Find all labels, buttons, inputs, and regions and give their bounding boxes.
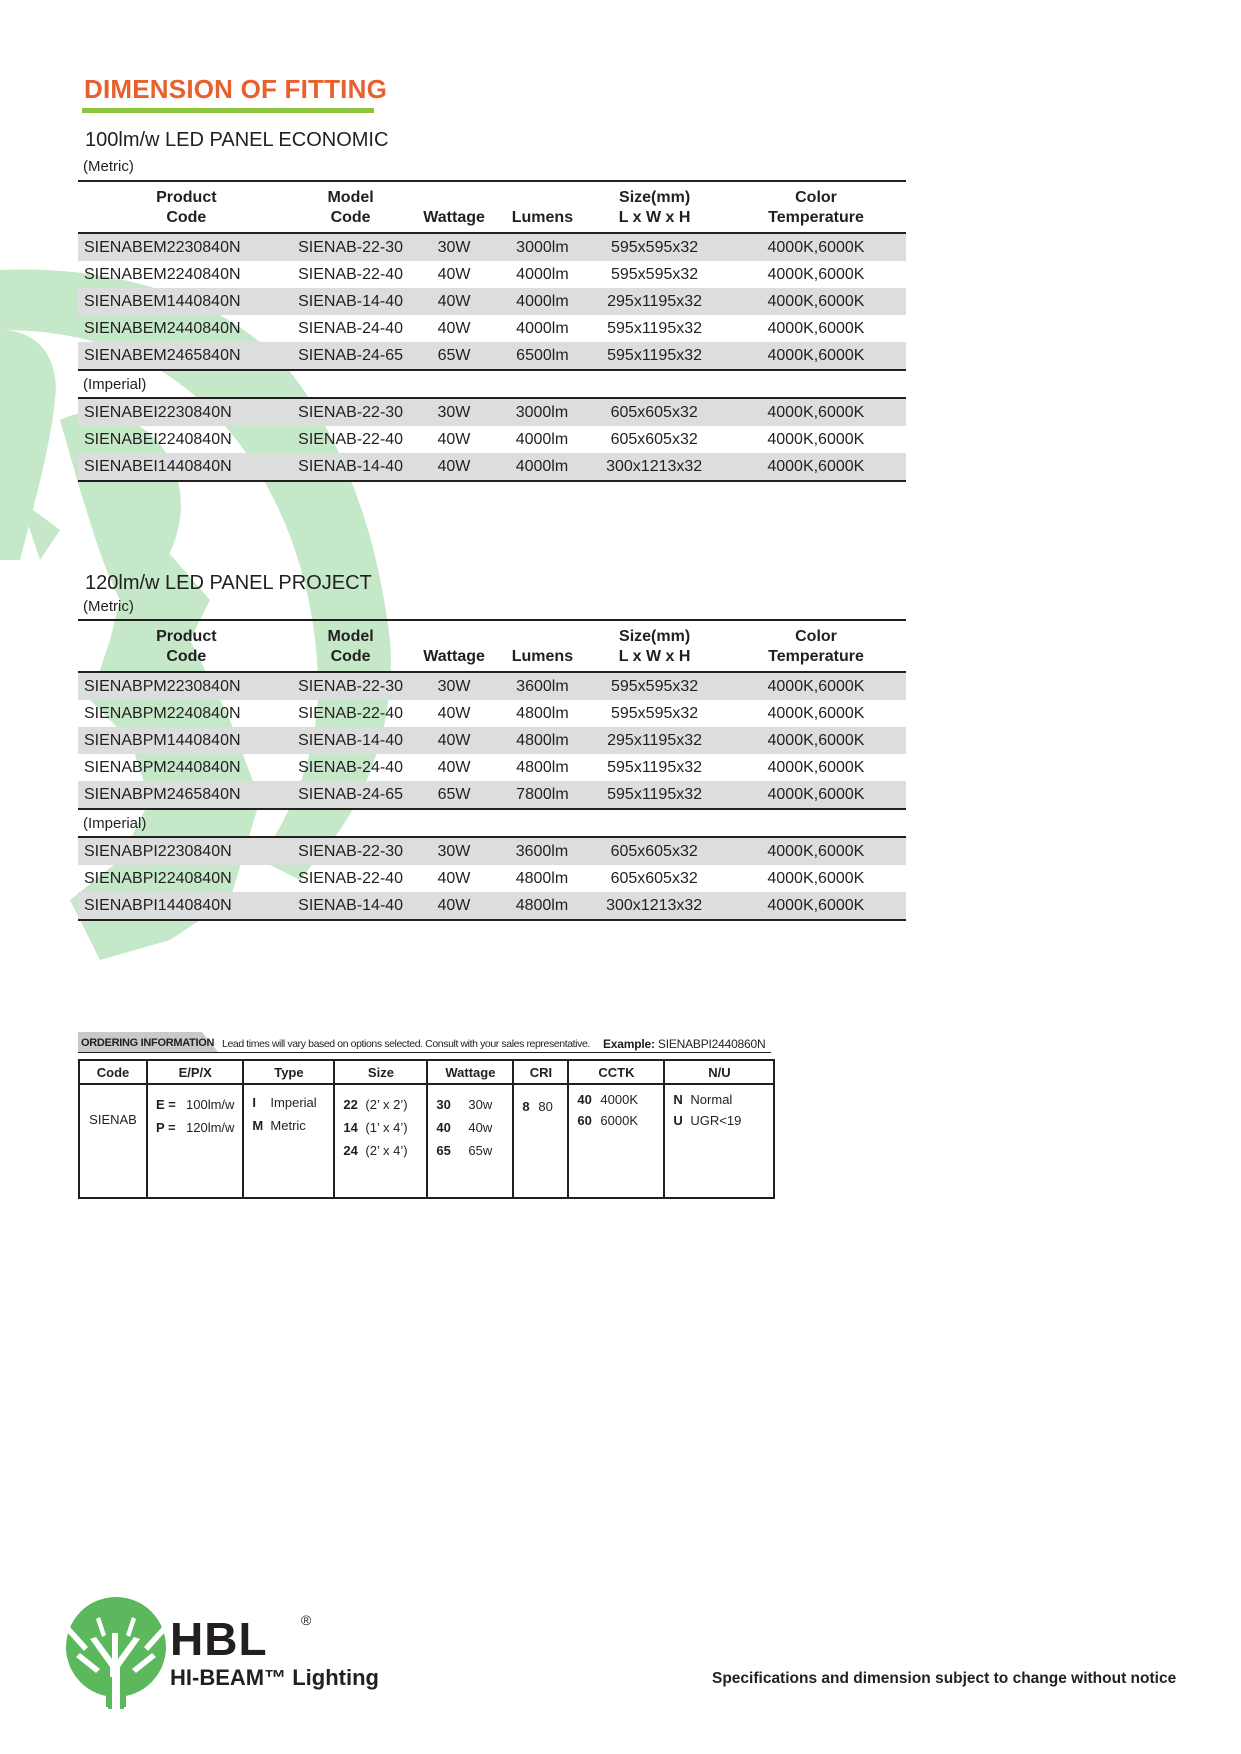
cell-color-temperature: 4000K,6000K xyxy=(767,758,865,776)
ordering-code-cell xyxy=(79,1084,147,1198)
cell-product-code: SIENABEI1440840N xyxy=(78,453,295,481)
ordering-option-value: 80 xyxy=(538,1099,553,1114)
cell-wattage: 30W xyxy=(407,233,502,261)
ordering-option-key: 65 xyxy=(436,1143,451,1158)
cell-size: 605x605x32 xyxy=(583,398,726,426)
logo-wordmark: HBL xyxy=(170,1613,268,1665)
ordering-option-key: 40 xyxy=(577,1092,592,1107)
ordering-code: SIENAB xyxy=(89,1112,137,1127)
economic-metric-table xyxy=(78,180,906,371)
cell-lumens: 6500lm xyxy=(502,342,584,370)
ordering-option-key: E = xyxy=(156,1097,176,1112)
header-wattage: Wattage xyxy=(407,181,502,233)
header-color-temperature: Color Temperature xyxy=(726,620,906,672)
ordering-option xyxy=(436,1116,504,1139)
cell-wattage: 40W xyxy=(407,727,502,754)
table-row xyxy=(78,672,906,700)
cell-wattage: 40W xyxy=(437,869,471,887)
cell-wattage: 30W xyxy=(407,398,502,426)
cell-model-code: SIENAB-22-30 xyxy=(295,398,407,426)
cell-product-code: SIENABEM2465840N xyxy=(78,342,295,370)
ordering-option-key: P = xyxy=(156,1120,176,1135)
economic-imperial-table xyxy=(78,397,906,482)
cell-model-code: SIENAB-14-40 xyxy=(295,727,407,754)
table-row xyxy=(78,865,906,892)
cell-size: 595x1195x32 xyxy=(583,781,726,809)
ordering-option xyxy=(156,1093,234,1116)
table-row xyxy=(78,288,906,315)
header-model-code: Model Code xyxy=(295,620,407,672)
cell-lumens: 7800lm xyxy=(502,781,584,809)
cell-lumens: 4000lm xyxy=(502,288,584,315)
ordering-option-value: 40w xyxy=(468,1120,493,1135)
ordering-header-cctk: CCTK xyxy=(568,1060,664,1084)
ordering-option-key: 40 xyxy=(436,1120,451,1135)
cell-model-code: SIENAB-24-40 xyxy=(298,319,404,337)
cell-product-code: SIENABEM2240840N xyxy=(84,265,241,283)
cell-model-code: SIENAB-24-65 xyxy=(295,342,407,370)
ordering-option-value: 65w xyxy=(468,1143,493,1158)
cell-model-code: SIENAB-14-40 xyxy=(295,892,407,920)
ordering-header-cri: CRI xyxy=(513,1060,568,1084)
ordering-option xyxy=(436,1093,504,1116)
cell-model-code: SIENAB-22-30 xyxy=(295,672,407,700)
ordering-header-type: Type xyxy=(243,1060,334,1084)
ordering-option xyxy=(343,1139,418,1162)
ordering-option-key: 30 xyxy=(436,1097,451,1112)
table-row xyxy=(78,754,906,781)
cell-color-temperature: 4000K,6000K xyxy=(726,672,906,700)
cell-product-code: SIENABPI2230840N xyxy=(78,837,295,865)
ordering-label: ORDERING INFORMATION xyxy=(81,1037,215,1049)
cell-lumens: 4800lm xyxy=(516,758,569,776)
ordering-option-key: 22 xyxy=(343,1097,358,1112)
table-row xyxy=(78,700,906,727)
ordering-option-value: 120lm/w xyxy=(186,1120,235,1135)
cell-size: 595x1195x32 xyxy=(607,758,703,776)
cell-color-temperature: 4000K,6000K xyxy=(726,781,906,809)
ordering-option-value: Metric xyxy=(270,1118,306,1133)
ordering-header-epx: E/P/X xyxy=(147,1060,243,1084)
header-product-code: Product Code xyxy=(78,620,295,672)
ordering-option-value: Normal xyxy=(690,1092,733,1107)
table-row xyxy=(78,342,906,370)
cell-product-code: SIENABEM1440840N xyxy=(78,288,295,315)
ordering-option xyxy=(673,1110,765,1131)
cell-wattage: 65W xyxy=(407,342,502,370)
cell-model-code: SIENAB-24-40 xyxy=(298,758,404,776)
cell-size: 595x595x32 xyxy=(610,265,699,283)
cell-model-code: SIENAB-14-40 xyxy=(295,453,407,481)
ordering-option-key: M xyxy=(252,1118,264,1133)
cell-color-temperature: 4000K,6000K xyxy=(726,892,906,920)
cell-product-code: SIENABEM2440840N xyxy=(84,319,241,337)
header-model-code: Model Code xyxy=(295,181,407,233)
table-row xyxy=(78,453,906,481)
ordering-option-value: 6000K xyxy=(600,1113,639,1128)
ordering-option-value: (2’ x 4’) xyxy=(365,1143,408,1158)
cell-color-temperature: 4000K,6000K xyxy=(726,837,906,865)
cell-color-temperature: 4000K,6000K xyxy=(726,288,906,315)
table-row xyxy=(78,398,906,426)
cell-color-temperature: 4000K,6000K xyxy=(726,342,906,370)
table-row xyxy=(78,837,906,865)
cell-lumens: 3600lm xyxy=(502,672,584,700)
cell-model-code: SIENAB-22-30 xyxy=(295,837,407,865)
cell-lumens: 4800lm xyxy=(516,704,569,722)
ordering-note: Lead times will vary based on options selected. Consult with your sales representative. xyxy=(222,1038,590,1050)
ordering-divider xyxy=(78,1052,771,1053)
cell-size: 595x595x32 xyxy=(583,233,726,261)
ordering-option xyxy=(343,1116,418,1139)
ordering-option xyxy=(577,1089,655,1110)
cell-lumens: 4800lm xyxy=(501,892,582,920)
ordering-option xyxy=(522,1095,559,1118)
ordering-nu-cell xyxy=(664,1084,774,1198)
title-underline xyxy=(82,108,374,113)
cell-wattage: 40W xyxy=(407,892,502,920)
cell-wattage: 65W xyxy=(407,781,502,809)
cell-model-code: SIENAB-22-40 xyxy=(298,265,404,283)
cell-lumens: 3000lm xyxy=(501,398,582,426)
page-title: DIMENSION OF FITTING xyxy=(84,74,387,104)
table-row xyxy=(78,727,906,754)
cell-model-code: SIENAB-22-40 xyxy=(298,430,404,448)
project-metric-table xyxy=(78,619,906,810)
cell-model-code: SIENAB-22-40 xyxy=(298,869,404,887)
cell-wattage: 40W xyxy=(407,288,502,315)
cell-size: 595x1195x32 xyxy=(583,342,726,370)
cell-size: 295x1195x32 xyxy=(583,288,726,315)
ordering-example: Example: SIENABPI2440860N xyxy=(603,1037,766,1051)
ordering-option-value: (1’ x 4’) xyxy=(365,1120,408,1135)
cell-lumens: 3600lm xyxy=(501,837,582,865)
ordering-header-code: Code xyxy=(79,1060,147,1084)
header-lumens: Lumens xyxy=(502,620,584,672)
cell-size: 595x595x32 xyxy=(583,672,726,700)
table-row xyxy=(78,315,906,342)
ordering-option-value: (2’ x 2’) xyxy=(365,1097,408,1112)
cell-wattage: 40W xyxy=(437,319,471,337)
ordering-option-value: 30w xyxy=(468,1097,493,1112)
cell-size: 595x1195x32 xyxy=(607,319,703,337)
ordering-option-key: U xyxy=(673,1113,683,1128)
cell-color-temperature: 4000K,6000K xyxy=(767,265,865,283)
cell-wattage: 40W xyxy=(437,758,471,776)
cell-product-code: SIENABPI1440840N xyxy=(78,892,295,920)
table-row xyxy=(78,261,906,288)
cell-product-code: SIENABPM2240840N xyxy=(84,704,241,722)
ordering-option-value: Imperial xyxy=(270,1095,317,1110)
ordering-option-key: I xyxy=(252,1095,257,1110)
ordering-option xyxy=(436,1139,504,1162)
header-wattage: Wattage xyxy=(407,620,502,672)
cell-product-code: SIENABEI2230840N xyxy=(78,398,295,426)
cell-product-code: SIENABPM2230840N xyxy=(78,672,295,700)
cell-color-temperature: 4000K,6000K xyxy=(726,453,906,481)
cell-lumens: 4000lm xyxy=(501,453,582,481)
header-lumens: Lumens xyxy=(502,181,584,233)
cell-size: 295x1195x32 xyxy=(583,727,726,754)
ordering-option xyxy=(673,1089,765,1110)
ordering-option xyxy=(577,1110,655,1131)
cell-model-code: SIENAB-22-40 xyxy=(298,704,404,722)
ordering-option-value: 100lm/w xyxy=(186,1097,235,1112)
cell-lumens: 4000lm xyxy=(516,319,569,337)
ordering-option xyxy=(252,1091,325,1114)
header-product-code: Product Code xyxy=(78,181,295,233)
cell-product-code: SIENABEI2240840N xyxy=(84,430,232,448)
ordering-cri-cell xyxy=(513,1084,568,1198)
cell-model-code: SIENAB-24-65 xyxy=(295,781,407,809)
cell-lumens: 4000lm xyxy=(515,430,569,448)
table-row xyxy=(78,426,906,453)
cell-product-code: SIENABPM2465840N xyxy=(78,781,295,809)
ordering-option-value: UGR<19 xyxy=(690,1113,742,1128)
logo-registered-mark: ® xyxy=(301,1612,312,1628)
cell-lumens: 4000lm xyxy=(516,265,569,283)
ordering-header-size: Size xyxy=(334,1060,427,1084)
project-imperial-table xyxy=(78,836,906,921)
ordering-option-key: 8 xyxy=(522,1099,530,1114)
cell-color-temperature: 4000K,6000K xyxy=(767,319,865,337)
cell-wattage: 40W xyxy=(437,265,471,283)
cell-wattage: 40W xyxy=(407,453,502,481)
cell-size: 605x605x32 xyxy=(583,837,726,865)
cell-color-temperature: 4000K,6000K xyxy=(767,704,865,722)
footer-note: Specifications and dimension subject to change without notice xyxy=(712,1670,1177,1687)
ordering-option-key: 14 xyxy=(343,1120,358,1135)
economic-heading: 100lm/w LED PANEL ECONOMIC xyxy=(85,129,389,151)
ordering-type-cell xyxy=(243,1084,334,1198)
ordering-option xyxy=(156,1116,234,1139)
header-size: Size(mm) L x W x H xyxy=(583,620,726,672)
cell-color-temperature: 4000K,6000K xyxy=(767,869,865,887)
ordering-option-key: 24 xyxy=(343,1143,358,1158)
table-row xyxy=(78,892,906,920)
table-row xyxy=(78,781,906,809)
project-imperial-label: (Imperial) xyxy=(83,815,147,832)
cell-wattage: 40W xyxy=(437,704,471,722)
ordering-option-key: N xyxy=(673,1092,683,1107)
ordering-wattage-cell xyxy=(427,1084,513,1198)
cell-product-code: SIENABPI2240840N xyxy=(84,869,232,887)
cell-product-code: SIENABPM2440840N xyxy=(84,758,241,776)
cell-wattage: 30W xyxy=(407,837,502,865)
ordering-option xyxy=(252,1114,325,1137)
ordering-epx-cell xyxy=(147,1084,243,1198)
cell-color-temperature: 4000K,6000K xyxy=(726,398,906,426)
cell-model-code: SIENAB-22-30 xyxy=(295,233,407,261)
cell-size: 605x605x32 xyxy=(610,869,698,887)
cell-model-code: SIENAB-14-40 xyxy=(295,288,407,315)
cell-lumens: 4800lm xyxy=(502,727,584,754)
ordering-option-value: 4000K xyxy=(600,1092,639,1107)
cell-wattage: 30W xyxy=(407,672,502,700)
cell-wattage: 40W xyxy=(437,430,471,448)
cell-product-code: SIENABEM2230840N xyxy=(78,233,295,261)
ordering-option-key: 60 xyxy=(577,1113,592,1128)
cell-lumens: 3000lm xyxy=(502,233,584,261)
cell-product-code: SIENABPM1440840N xyxy=(78,727,295,754)
header-size: Size(mm) L x W x H xyxy=(583,181,726,233)
project-heading: 120lm/w LED PANEL PROJECT xyxy=(85,572,372,594)
ordering-table xyxy=(78,1059,775,1199)
hbl-tree-logo-icon xyxy=(60,1597,172,1709)
ordering-header-nu: N/U xyxy=(664,1060,774,1084)
cell-color-temperature: 4000K,6000K xyxy=(767,430,865,448)
ordering-header-wattage: Wattage xyxy=(427,1060,513,1084)
economic-imperial-label: (Imperial) xyxy=(83,376,147,393)
ordering-cctk-cell xyxy=(568,1084,664,1198)
ordering-option xyxy=(343,1093,418,1116)
cell-lumens: 4800lm xyxy=(515,869,569,887)
cell-color-temperature: 4000K,6000K xyxy=(726,727,906,754)
ordering-size-cell xyxy=(334,1084,427,1198)
cell-size: 605x605x32 xyxy=(610,430,698,448)
cell-size: 300x1213x32 xyxy=(583,892,726,920)
cell-size: 300x1213x32 xyxy=(583,453,726,481)
project-metric-label: (Metric) xyxy=(83,598,134,615)
cell-color-temperature: 4000K,6000K xyxy=(726,233,906,261)
economic-metric-label: (Metric) xyxy=(83,158,134,175)
header-color-temperature: Color Temperature xyxy=(726,181,906,233)
cell-size: 595x595x32 xyxy=(610,704,699,722)
logo-tagline: HI-BEAM™ Lighting xyxy=(170,1665,379,1690)
table-row xyxy=(78,233,906,261)
